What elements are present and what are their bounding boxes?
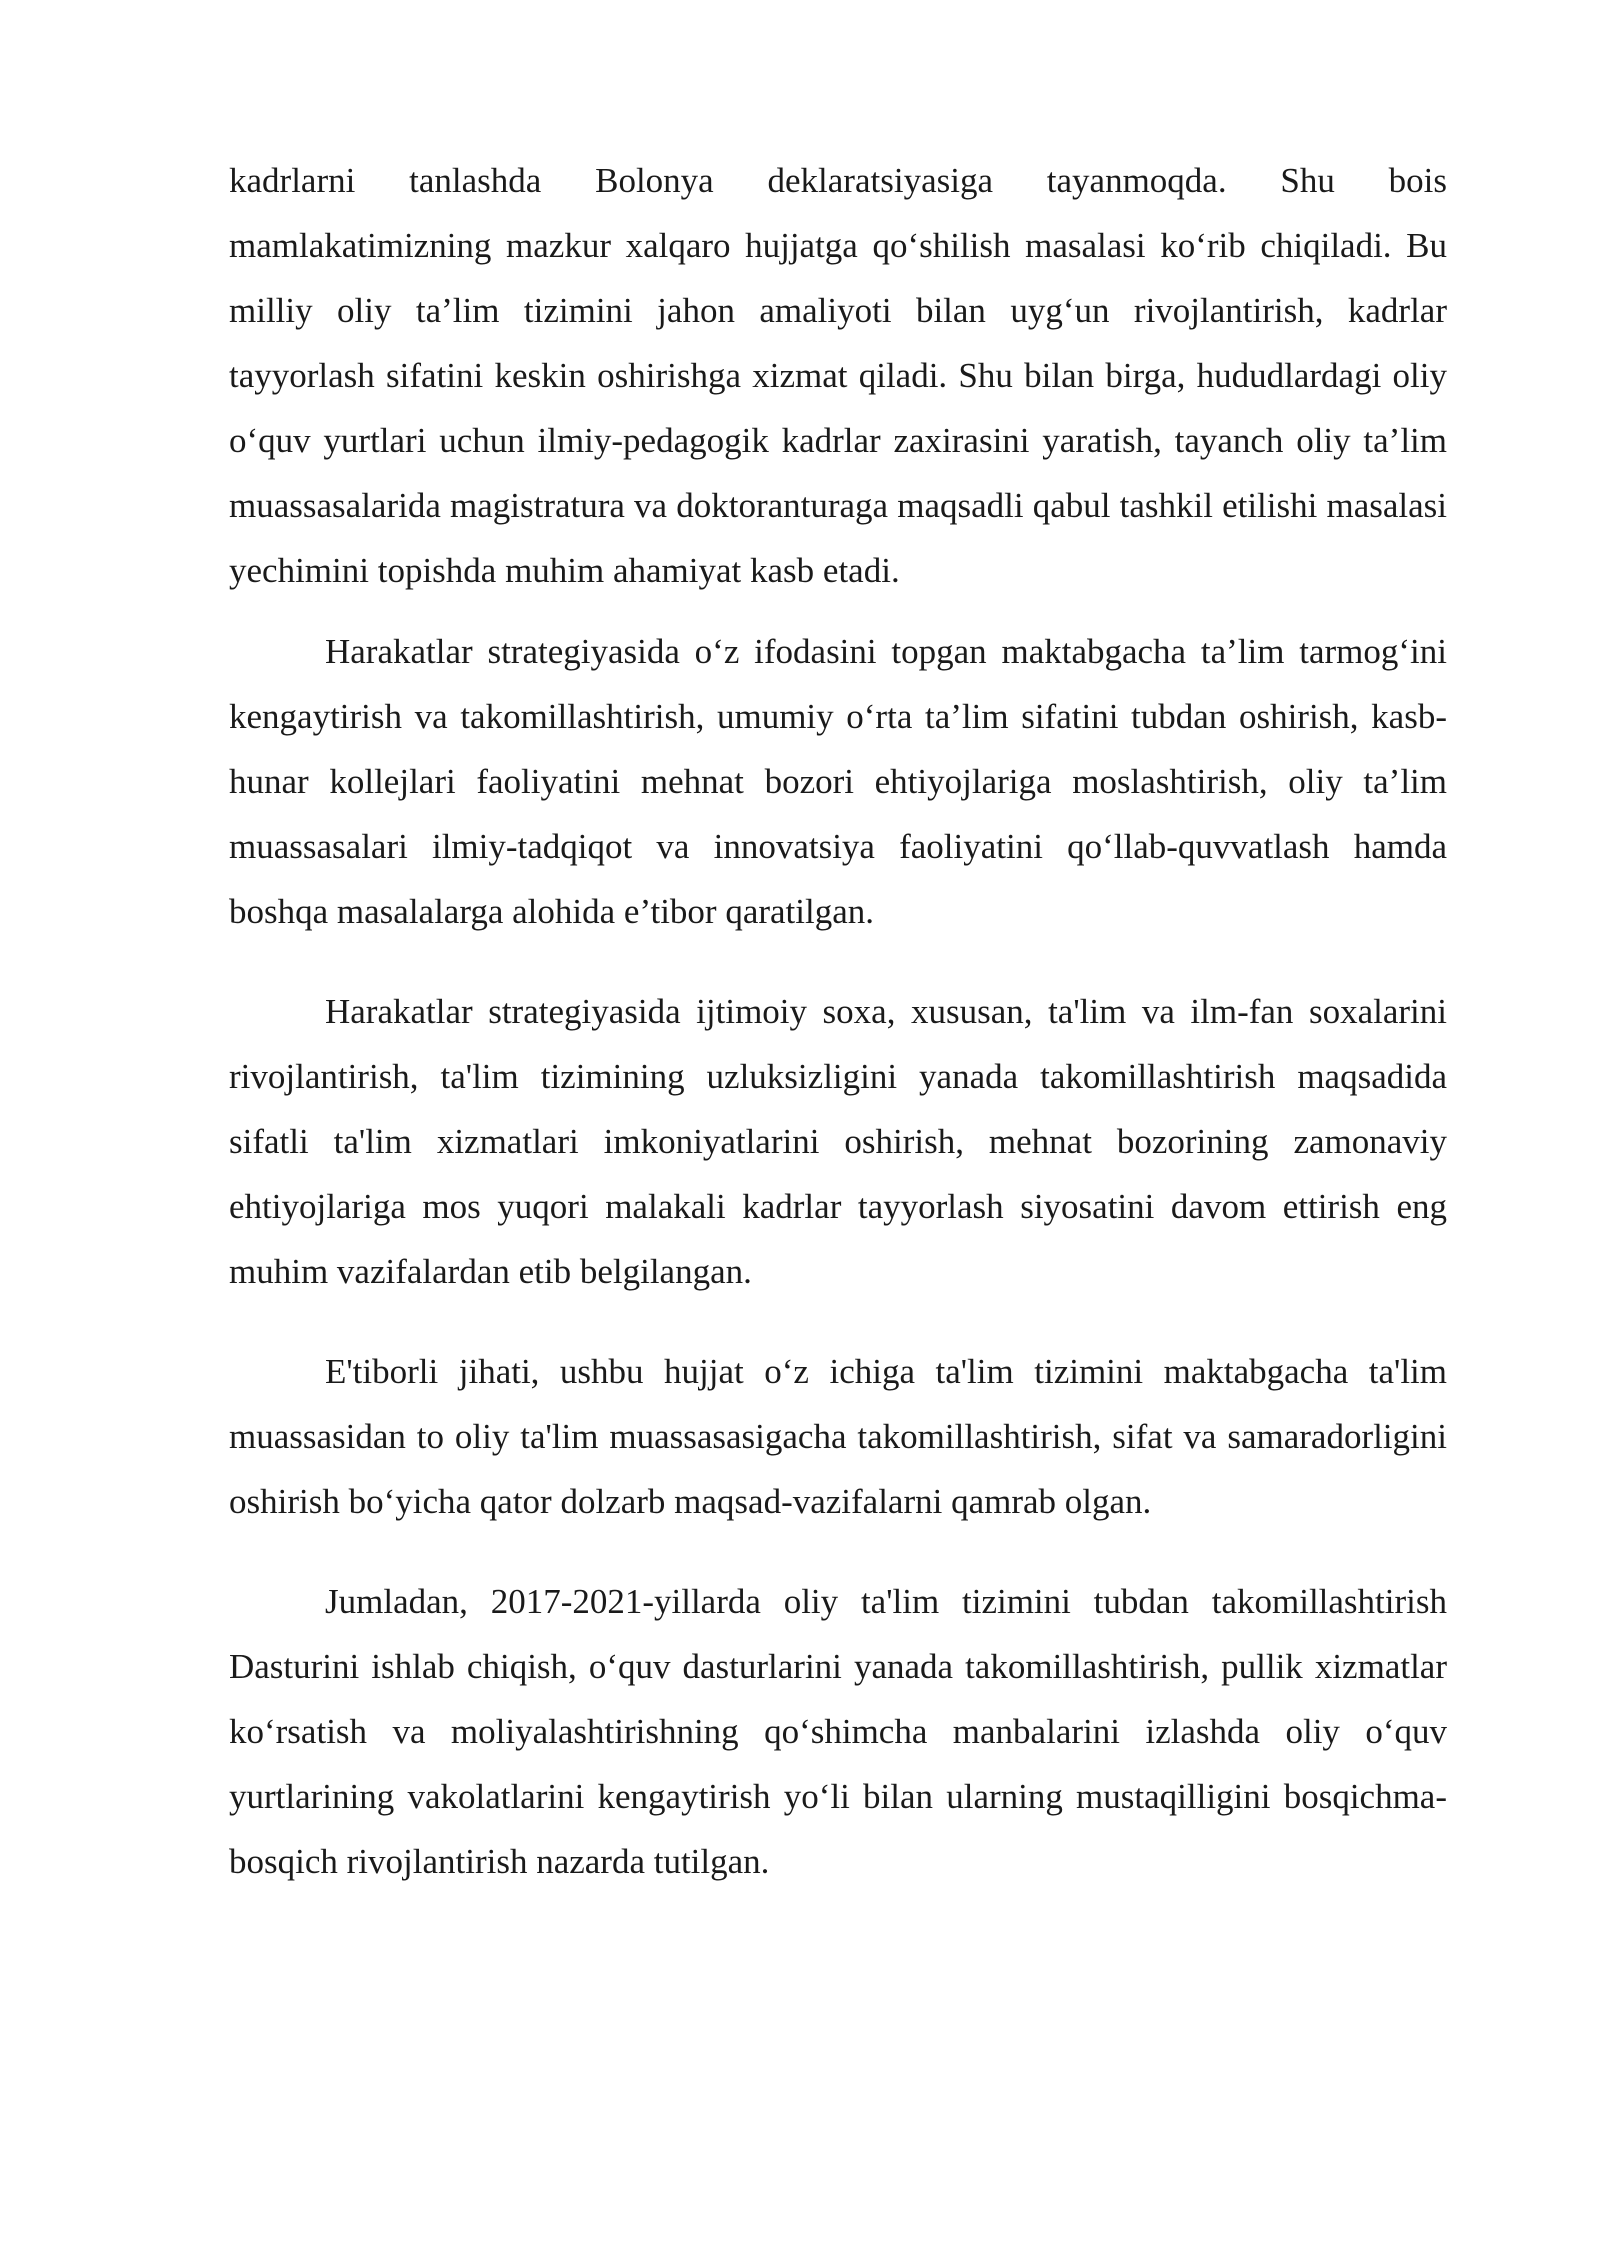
- paragraph-2: Harakatlar strategiyasida o‘z ifodasini topgan maktabgacha ta’lim tarmog‘ini kengaytirish va takomillashtirish, umumiy o‘rta ta’lim sifatini tubdan oshirish, kasb-hunar kollejlari faoliyatini mehnat bozori ehtiyojlariga moslashtirish, oliy ta’lim muassasalari ilmiy-tadqiqot va innovatsiya faoliyatini qo‘llab-quvvatlash hamda boshqa masalalarga alohida e’tibor qaratilgan.: [229, 632, 1447, 931]
- paragraph-1: kadrlarni tanlashda Bolonya deklaratsiyasiga tayanmoqda. Shu bois mamlakatimizning mazkur xalqaro hujjatga qo‘shilish masalasi ko‘rib chiqiladi. Bu milliy oliy ta’lim tizimini jahon amaliyoti bilan uyg‘un rivojlantirish, kadrlar tayyorlash sifatini keskin oshirishga xizmat qiladi. Shu bilan birga, hududlardagi oliy o‘quv yurtlari uchun ilmiy-pedagogik kadrlar zaxirasini yaratish, tayanch oliy ta’lim muassasalarida magistratura va doktoranturaga maqsadli qabul tashkil etilishi masalasi yechimini topishda muhim ahamiyat kasb etadi.: [229, 161, 1447, 590]
- document-body: [229, 148, 1447, 1894]
- paragraph-5: Jumladan, 2017-2021-yillarda oliy ta'lim tizimini tubdan takomillashtirish Dasturini ishlab chiqish, o‘quv dasturlarini yanada takomillashtirish, pullik xizmatlar ko‘rsatish va moliyalashtirishning qo‘shimcha manbalarini izlashda oliy o‘quv yurtlarining vakolatlarini kengaytirish yo‘li bilan ularning mustaqilligini bosqichma-bosqich rivojlantirish nazarda tutilgan.: [229, 1582, 1447, 1881]
- paragraph-3: Harakatlar strategiyasida ijtimoiy soxa, xususan, ta'lim va ilm-fan soxalarini rivojlantirish, ta'lim tizimining uzluksizligini yanada takomillashtirish maqsadida sifatli ta'lim xizmatlari imkoniyatlarini oshirish, mehnat bozorining zamonaviy ehtiyojlariga mos yuqori malakali kadrlar tayyorlash siyosatini davom ettirish eng muhim vazifalardan etib belgilangan.: [229, 992, 1447, 1291]
- paragraph-4: E'tiborli jihati, ushbu hujjat o‘z ichiga ta'lim tizimini maktabgacha ta'lim muassasidan to oliy ta'lim muassasasigacha takomillashtirish, sifat va samaradorligini oshirish bo‘yicha qator dolzarb maqsad-vazifalarni qamrab olgan.: [229, 1352, 1447, 1521]
